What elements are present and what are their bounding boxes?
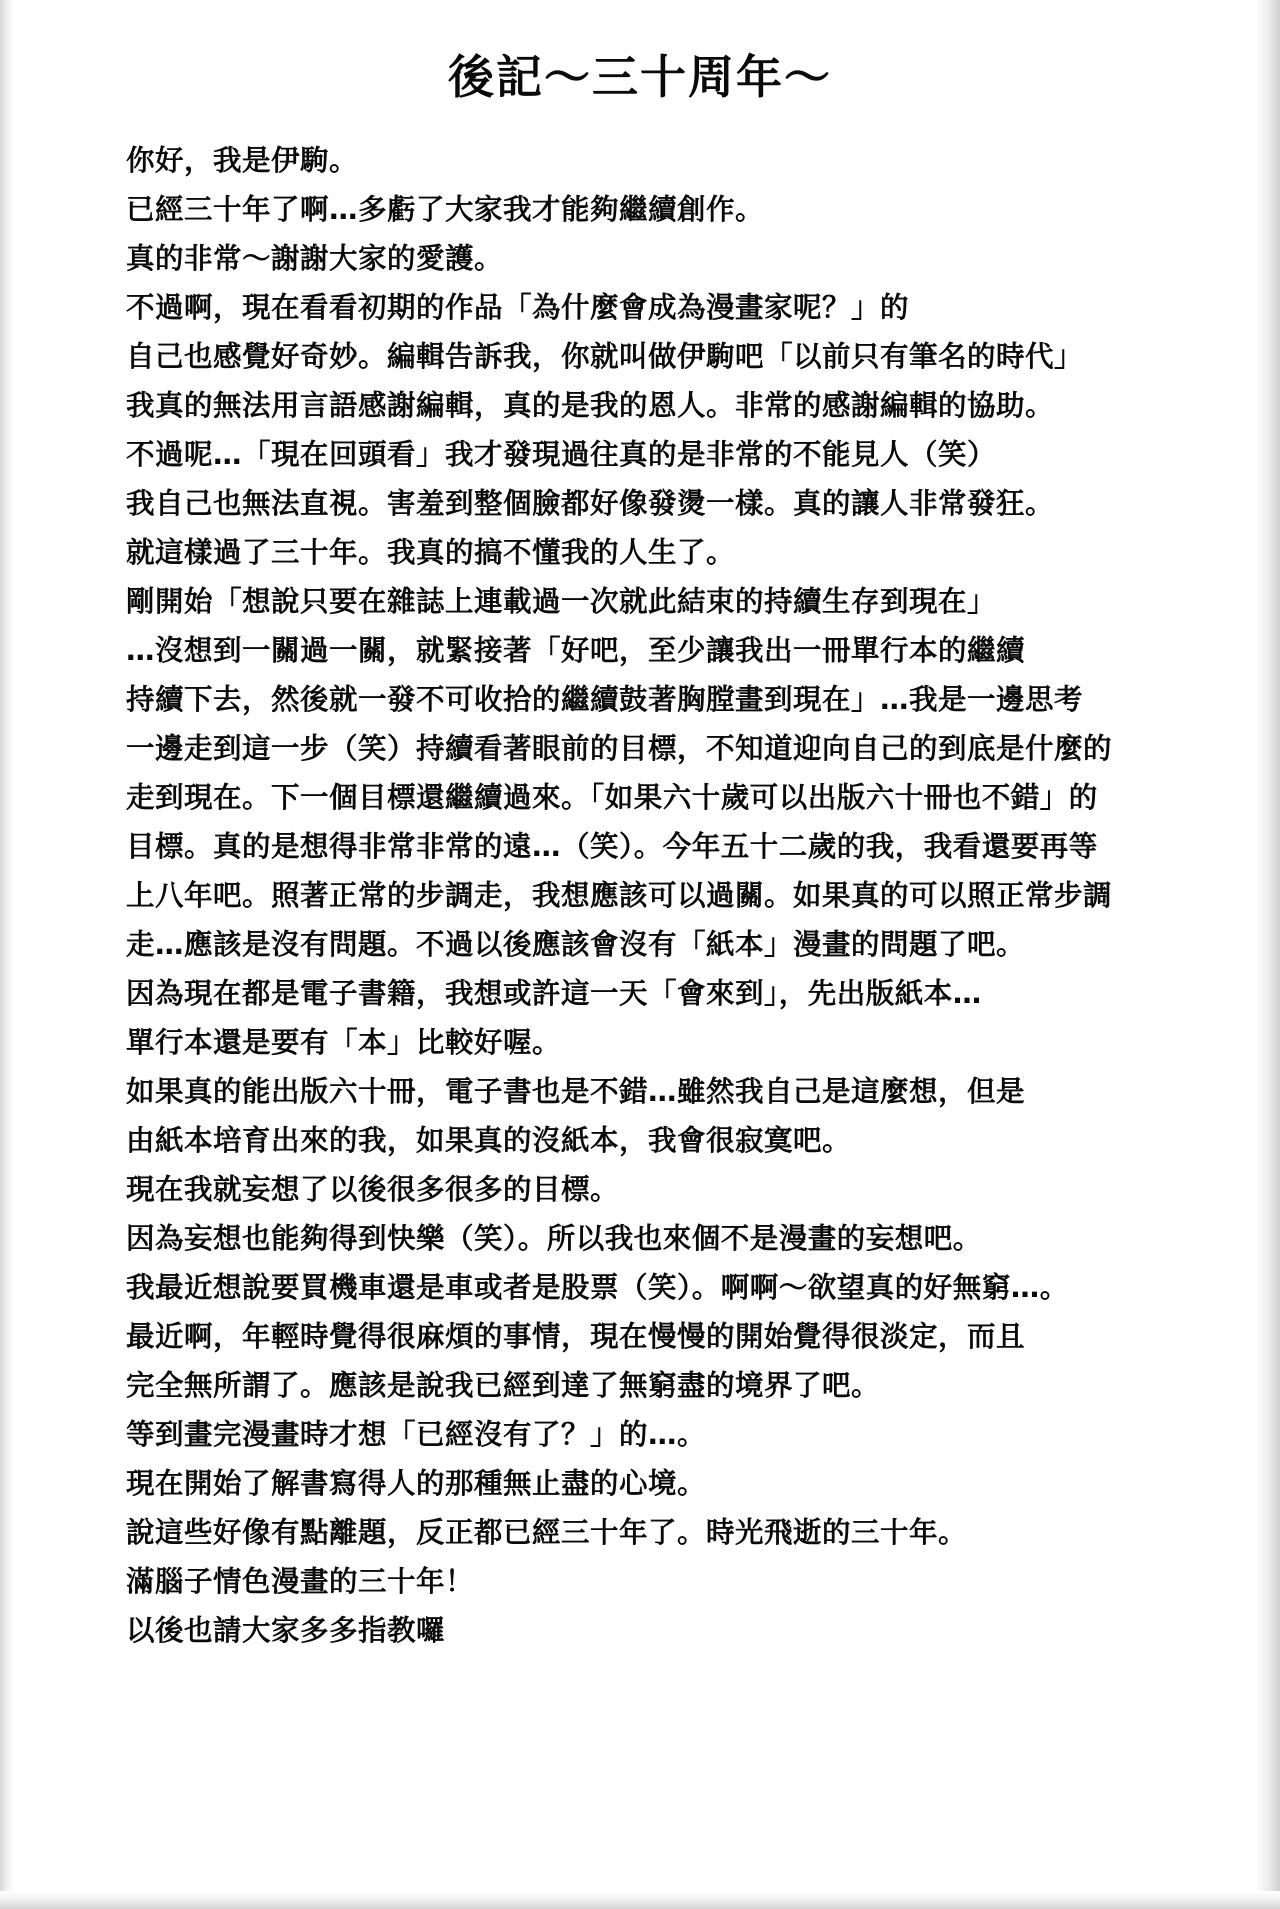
body-line: 上八年吧。照著正常的步調走，我想應該可以過關。如果真的可以照正常步調	[126, 879, 1113, 912]
body-line: 完全無所謂了。應該是說我已經到達了無窮盡的境界了吧。	[126, 1369, 881, 1402]
body-line: 不過呢…「現在回頭看」我才發現過往真的是非常的不能見人（笑）	[126, 438, 997, 471]
page-edge-shading-left	[0, 0, 14, 1909]
body-line: …沒想到一關過一關，就緊接著「好吧，至少讓我出一冊單行本的繼續	[126, 634, 1026, 667]
body-line: 現在我就妄想了以後很多很多的目標。	[126, 1173, 620, 1206]
body-line: 我最近想說要買機車還是車或者是股票（笑）。啊啊～欲望真的好無窮…。	[126, 1271, 1069, 1304]
body-line: 不過啊，現在看看初期的作品「為什麼會成為漫畫家呢？」的	[126, 291, 910, 324]
body-line: 由紙本培育出來的我，如果真的沒紙本，我會很寂寞吧。	[126, 1124, 852, 1157]
body-line: 自己也感覺好奇妙。編輯告訴我，你就叫做伊駒吧「以前只有筆名的時代」	[126, 340, 1084, 373]
body-line: 一邊走到這一步（笑）持續看著眼前的目標，不知道迎向自己的到底是什麼的	[126, 732, 1113, 765]
body-line: 單行本還是要有「本」比較好喔。	[126, 1026, 562, 1059]
body-line: 如果真的能出版六十冊，電子書也是不錯…雖然我自己是這麼想，但是	[126, 1075, 1026, 1108]
body-line: 等到畫完漫畫時才想「已經沒有了？」的…。	[126, 1418, 707, 1451]
page-title: 後記～三十周年～	[448, 50, 832, 104]
body-line: 已經三十年了啊…多虧了大家我才能夠繼續創作。	[126, 193, 765, 226]
page-edge-shading-bottom	[0, 1891, 1280, 1909]
body-line: 持續下去，然後就一發不可收拾的繼續鼓著胸膛畫到現在」…我是一邊思考	[126, 683, 1084, 716]
body-line: 以後也請大家多多指教囉	[126, 1614, 446, 1647]
body-line: 你好，我是伊駒。	[126, 144, 359, 177]
body-line: 因為現在都是電子書籍，我想或許這一天「會來到」，先出版紙本…	[126, 977, 982, 1010]
body-line: 說這些好像有點離題，反正都已經三十年了。時光飛逝的三十年。	[126, 1516, 968, 1549]
afterword-body	[126, 136, 1196, 1655]
page-edge-shading-right	[1254, 0, 1280, 1909]
body-line: 我真的無法用言語感謝編輯，真的是我的恩人。非常的感謝編輯的協助。	[126, 389, 1055, 422]
body-line: 走到現在。下一個目標還繼續過來。「如果六十歲可以出版六十冊也不錯」的	[126, 781, 1098, 814]
body-line: 我自己也無法直視。害羞到整個臉都好像發燙一樣。真的讓人非常發狂。	[126, 487, 1055, 520]
body-line: 滿腦子情色漫畫的三十年！	[126, 1565, 475, 1598]
body-line: 真的非常～謝謝大家的愛護。	[126, 242, 504, 275]
body-line: 就這樣過了三十年。我真的搞不懂我的人生了。	[126, 536, 736, 569]
body-line: 走…應該是沒有問題。不過以後應該會沒有「紙本」漫畫的問題了吧。	[126, 928, 1026, 961]
body-line: 目標。真的是想得非常非常的遠…（笑）。今年五十二歲的我，我看還要再等	[126, 830, 1098, 863]
body-line: 因為妄想也能夠得到快樂（笑）。所以我也來個不是漫畫的妄想吧。	[126, 1222, 982, 1255]
body-line: 現在開始了解書寫得人的那種無止盡的心境。	[126, 1467, 707, 1500]
body-line: 最近啊，年輕時覺得很麻煩的事情，現在慢慢的開始覺得很淡定，而且	[126, 1320, 1026, 1353]
body-line: 剛開始「想說只要在雜誌上連載過一次就此結束的持續生存到現在」	[126, 585, 997, 618]
